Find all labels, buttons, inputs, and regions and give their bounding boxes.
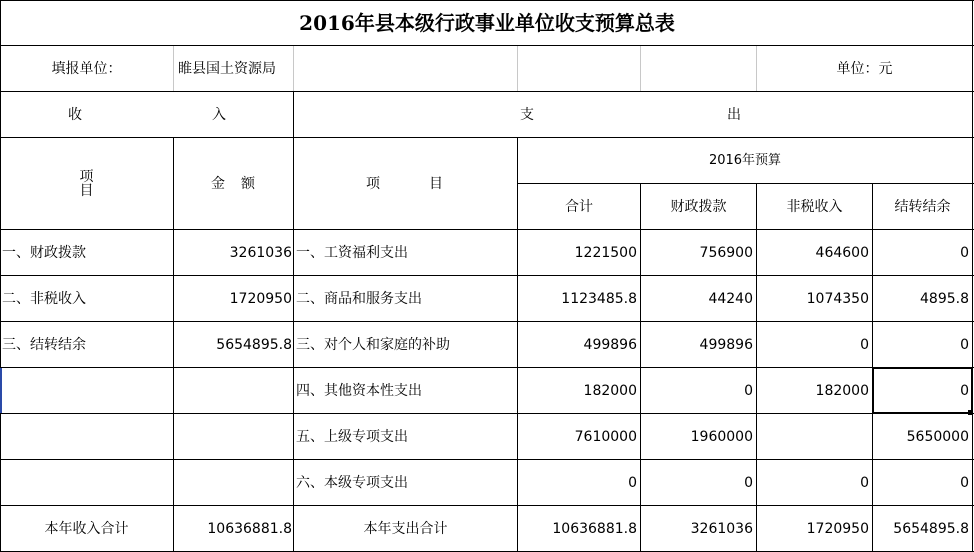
total-cell[interactable]: 1221500 [574,244,637,261]
carryover-header: 结转结余 [894,198,951,215]
grid-line [640,46,641,91]
fiscal-header: 财政拨款 [670,198,727,215]
expense-item-cell[interactable]: 二、商品和服务支出 [296,290,422,307]
income-section-char-2: 入 [212,106,226,123]
income-item-cell[interactable] [0,460,173,505]
total-sum-cell[interactable]: 10636881.8 [552,520,637,537]
unit-label: 填报单位： [51,60,122,77]
sheet-title: 2016年县本级行政事业单位收支预算总表 [299,10,675,35]
total-header: 合计 [565,198,593,215]
expense-section-header [294,92,972,137]
nontax-cell[interactable]: 0 [860,336,869,353]
income-total-label[interactable]: 本年收入合计 [44,520,129,537]
expense-item-cell[interactable]: 四、其他资本性支出 [296,382,422,399]
unit-name: 睢县国土资源局 [178,60,276,77]
income-item-header-char-1: 项 [79,168,94,185]
income-amount-header [174,138,293,229]
fiscal-cell[interactable]: 756900 [699,244,753,261]
expense-total-label[interactable]: 本年支出合计 [363,520,448,537]
income-amount-cell[interactable]: 5654895.8 [216,336,292,353]
income-item-header [0,138,173,229]
expense-section-char-2: 出 [727,106,741,123]
carryover-cell[interactable]: 0 [960,336,969,353]
expense-item-header-char-1: 项 [366,175,380,192]
income-item-cell[interactable] [0,414,173,459]
currency-label: 单位：元 [836,60,893,77]
expense-item-cell[interactable]: 一、工资福利支出 [296,244,408,261]
expense-item-cell[interactable]: 五、上级专项支出 [296,428,408,445]
income-item-cell[interactable]: 二、非税收入 [2,290,86,307]
expense-item-header [294,138,517,229]
carryover-cell[interactable]: 0 [960,382,969,399]
expense-section-char-1: 支 [520,106,534,123]
income-amount-cell[interactable] [174,414,293,459]
nontax-header: 非税收入 [786,198,843,215]
nontax-cell[interactable]: 464600 [815,244,869,261]
amount-header-char-1: 金 [211,175,225,192]
nontax-sum-cell[interactable]: 1720950 [806,520,869,537]
fiscal-cell[interactable]: 0 [744,474,753,491]
selected-cell-border[interactable] [872,367,973,414]
expense-item-header-char-2: 目 [429,175,443,192]
expense-item-cell[interactable]: 三、对个人和家庭的补助 [296,336,450,353]
income-item-cell[interactable]: 三、结转结余 [2,336,86,353]
fiscal-cell[interactable]: 0 [744,382,753,399]
carryover-cell[interactable]: 0 [960,244,969,261]
row-marker [0,368,2,413]
fiscal-cell[interactable]: 44240 [708,290,753,307]
total-cell[interactable]: 1123485.8 [561,290,637,307]
income-item-header-char-2: 目 [79,182,94,199]
fiscal-sum-cell[interactable]: 3261036 [690,520,753,537]
nontax-cell[interactable]: 1074350 [806,290,869,307]
total-cell[interactable]: 0 [628,474,637,491]
grid-line [293,46,294,91]
fiscal-cell[interactable]: 499896 [699,336,753,353]
income-amount-cell[interactable] [174,460,293,505]
fiscal-cell[interactable]: 1960000 [690,428,753,445]
total-cell[interactable]: 499896 [583,336,637,353]
income-amount-cell[interactable]: 3261036 [229,244,292,261]
income-item-cell[interactable] [0,368,173,413]
nontax-cell[interactable]: 0 [860,474,869,491]
nontax-cell[interactable] [757,414,872,459]
amount-header-char-2: 额 [241,175,255,192]
carryover-cell[interactable]: 5650000 [906,428,969,445]
total-cell[interactable]: 7610000 [574,428,637,445]
grid-line [972,0,973,552]
nontax-cell[interactable]: 182000 [815,382,869,399]
grid-line [517,46,518,91]
budget-year-header: 2016年预算 [708,153,782,168]
carryover-cell[interactable]: 0 [960,474,969,491]
carryover-cell[interactable]: 4895.8 [920,290,969,307]
income-item-cell[interactable]: 一、财政拨款 [2,244,86,261]
carryover-sum-cell[interactable]: 5654895.8 [893,520,969,537]
income-section-char-1: 收 [68,106,82,123]
expense-item-cell[interactable]: 六、本级专项支出 [296,474,408,491]
total-cell[interactable]: 182000 [583,382,637,399]
income-amount-cell[interactable] [174,368,293,413]
fill-handle[interactable] [968,410,973,415]
income-total-amount[interactable]: 10636881.8 [207,520,292,537]
income-section-header [0,92,293,137]
income-amount-cell[interactable]: 1720950 [229,290,292,307]
